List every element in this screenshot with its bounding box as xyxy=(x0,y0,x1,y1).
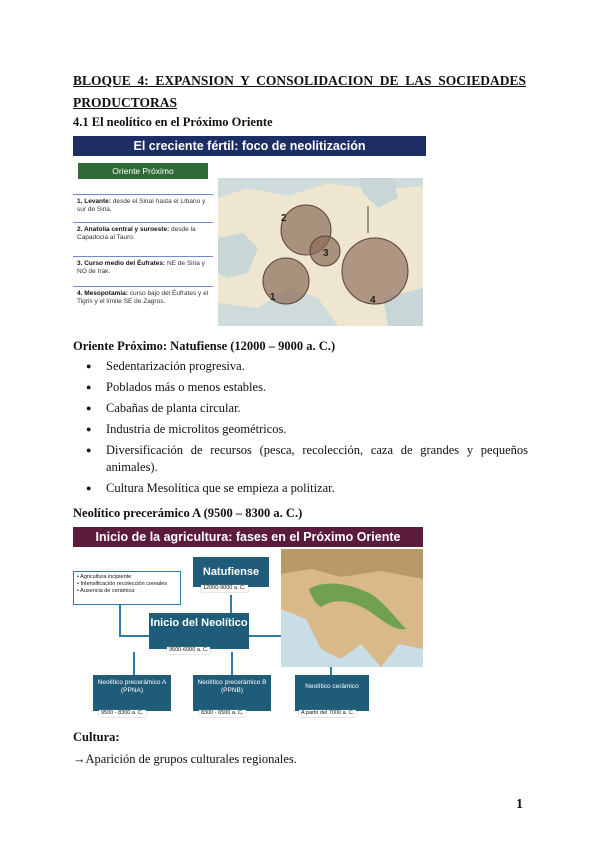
figure2-title: Inicio de la agricultura: fases en el Próximo Oriente xyxy=(73,527,423,547)
natufiense-list xyxy=(88,358,528,501)
section-title: 4.1 El neolítico en el Próximo Oriente xyxy=(73,115,273,129)
ceramico-box: Neolítico cerámico xyxy=(295,675,369,711)
list-item: ● Cabañas de planta circular. xyxy=(88,400,528,417)
note-item: • Agricultura incipiente xyxy=(77,574,132,580)
cultura-heading: Cultura: xyxy=(73,730,120,744)
map-label-4: 4 xyxy=(370,295,376,306)
region-mesopotamia: 4. Mesopotamia: curso bajo del Éufrates y el Tigris y el límite SE de Zagros. xyxy=(77,290,209,305)
ppna-box: Neolítico precerámico A (PPNA) xyxy=(93,675,171,711)
inicio-date: 9500-6000 a. C. xyxy=(169,647,209,653)
ppnb-date: 8300 - 6500 a. C. xyxy=(201,710,244,716)
inicio-neolitico-box: Inicio del Neolítico xyxy=(149,613,249,649)
near-east-map xyxy=(281,549,423,667)
main-title: BLOQUE 4: EXPANSION Y CONSOLIDACION DE LAS SOCIEDADES PRODUCTORAS xyxy=(73,73,526,110)
region-anatolia: 2. Anatolia central y suroeste: desde la Capadocia al Tauro. xyxy=(77,226,196,241)
divider xyxy=(73,194,213,195)
natufiense-date: 12000-9000 a. C. xyxy=(203,585,246,591)
figure1-tag: Oriente Próximo xyxy=(78,163,208,179)
divider xyxy=(73,222,213,223)
connector xyxy=(133,652,135,675)
ppnb-box: Neolítico precerámico B (PPNB) xyxy=(193,675,271,711)
divider xyxy=(73,286,213,287)
natufiense-heading: Oriente Próximo: Natufiense (12000 – 9000 a. C.) xyxy=(73,339,336,353)
ppna-heading: Neolítico precerámico A (9500 – 8300 a. C.) xyxy=(73,506,303,520)
connector xyxy=(231,652,233,675)
note-item: • Ausencia de cerámica xyxy=(77,588,135,594)
list-item: ● Diversificación de recursos (pesca, recolección, caza de grandes y pequeños animales). xyxy=(88,442,528,476)
fertile-crescent-map xyxy=(218,178,423,326)
figure1-title: El creciente fértil: foco de neolitización xyxy=(73,136,426,156)
map-label-1: 1 xyxy=(270,292,276,303)
fertile-crescent-figure xyxy=(73,136,426,328)
connector xyxy=(119,605,121,637)
agriculture-phases-figure xyxy=(73,527,423,719)
list-item: ● Industria de microlitos geométricos. xyxy=(88,421,528,438)
region-eufrates: 3. Curso medio del Éufrates: NE de Siria y NO de Irak. xyxy=(77,260,205,275)
notes-box xyxy=(73,571,181,605)
natufiense-box: Natufiense xyxy=(193,557,269,587)
note-item: • Intensificación recolección cereales xyxy=(77,581,167,587)
map-label-3: 3 xyxy=(323,248,329,259)
connector xyxy=(119,635,149,637)
ceramico-date: A partir del 7000 a. C. xyxy=(301,710,355,716)
list-item: ● Sedentarización progresiva. xyxy=(88,358,528,375)
region-levante: 1. Levante: desde el Sinaí hasta el Líbano y sur de Siria. xyxy=(77,198,206,213)
page-number: 1 xyxy=(516,797,523,812)
cultura-line: →Aparición de grupos culturales regionales. xyxy=(73,752,297,766)
divider xyxy=(73,256,213,257)
list-item: ● Cultura Mesolítica que se empieza a politizar. xyxy=(88,480,528,497)
list-item: ● Poblados más o menos estables. xyxy=(88,379,528,396)
ppna-date: 9500 - 8300 a. C. xyxy=(101,710,144,716)
map-label-2: 2 xyxy=(281,213,287,224)
